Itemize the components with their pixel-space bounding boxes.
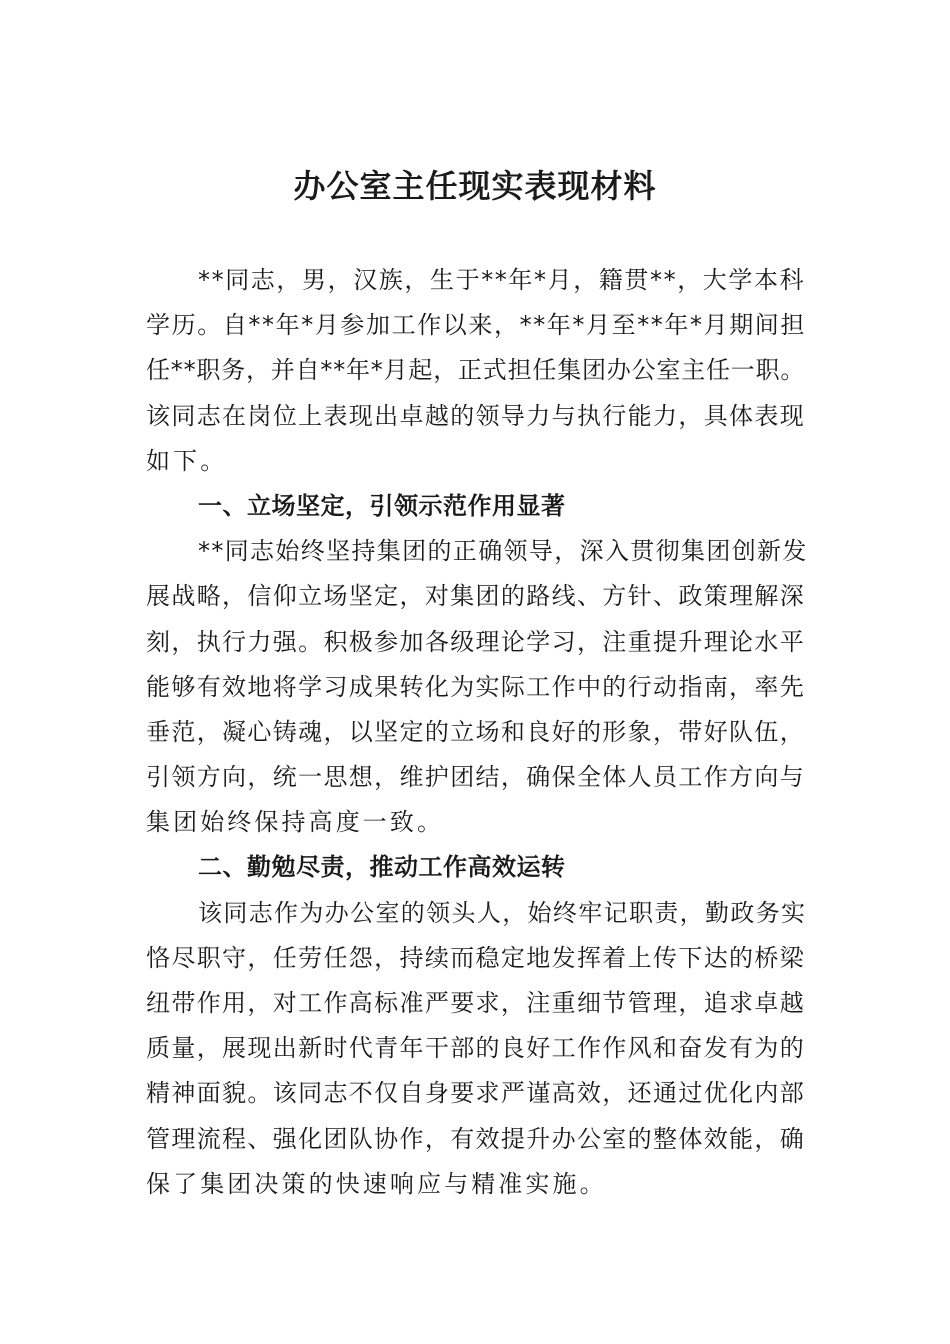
text-line: 质量，展现出新时代青年干部的良好工作作风和奋发有为的 [146,1034,806,1063]
text-line: **同志始终坚持集团的正确领导，深入贯彻集团创新发 [198,537,808,566]
text-line: 纽带作用，对工作高标准严要求，注重细节管理，追求卓越 [146,989,806,1017]
section-heading: 一、立场坚定，引领示范作用显著 [198,491,566,520]
section-heading-2 [146,845,808,890]
text-line: 该同志作为办公室的领头人，始终牢记职责，勤政务实 [198,898,807,927]
paragraph-section-1 [146,529,808,845]
text-line: 如下。 [146,446,228,475]
text-line: 能够有效地将学习成果转化为实际工作中的行动指南，率先 [146,672,806,701]
text-line: 管理流程、强化团队协作，有效提升办公室的整体效能，确 [146,1124,806,1153]
text-line: 集团始终保持高度一致。 [146,808,445,837]
section-heading-1 [146,484,808,529]
paragraph-intro [146,258,808,484]
text-line: 保了集团决策的快速响应与精准实施。 [146,1169,607,1198]
document-title: 办公室主任现实表现材料 [293,167,657,205]
text-line: **同志，男，汉族，生于**年*月，籍贯**，大学本科 [198,266,806,294]
paragraph-section-2 [146,891,808,1207]
text-line: 该同志在岗位上表现出卓越的领导力与执行能力，具体表现 [146,401,806,430]
text-line: 恪尽职守，任劳任怨，持续而稳定地发挥着上传下达的桥梁 [146,943,806,972]
text-line: 学历。自**年*月参加工作以来，**年*月至**年*月期间担 [146,311,806,340]
text-line: 刻，执行力强。积极参加各级理论学习，注重提升理论水平 [146,627,806,656]
document-body [146,258,808,1207]
text-line: 精神面貌。该同志不仅自身要求严谨高效，还通过优化内部 [146,1079,806,1108]
text-line: 任**职务，并自**年*月起，正式担任集团办公室主任一职。 [146,356,806,385]
text-line: 引领方向，统一思想，维护团结，确保全体人员工作方向与 [146,763,806,792]
section-heading: 二、勤勉尽责，推动工作高效运转 [198,853,566,882]
text-line: 展战略，信仰立场坚定，对集团的路线、方针、政策理解深 [146,582,806,611]
text-line: 垂范，凝心铸魂，以坚定的立场和良好的形象，带好队伍， [146,717,806,746]
